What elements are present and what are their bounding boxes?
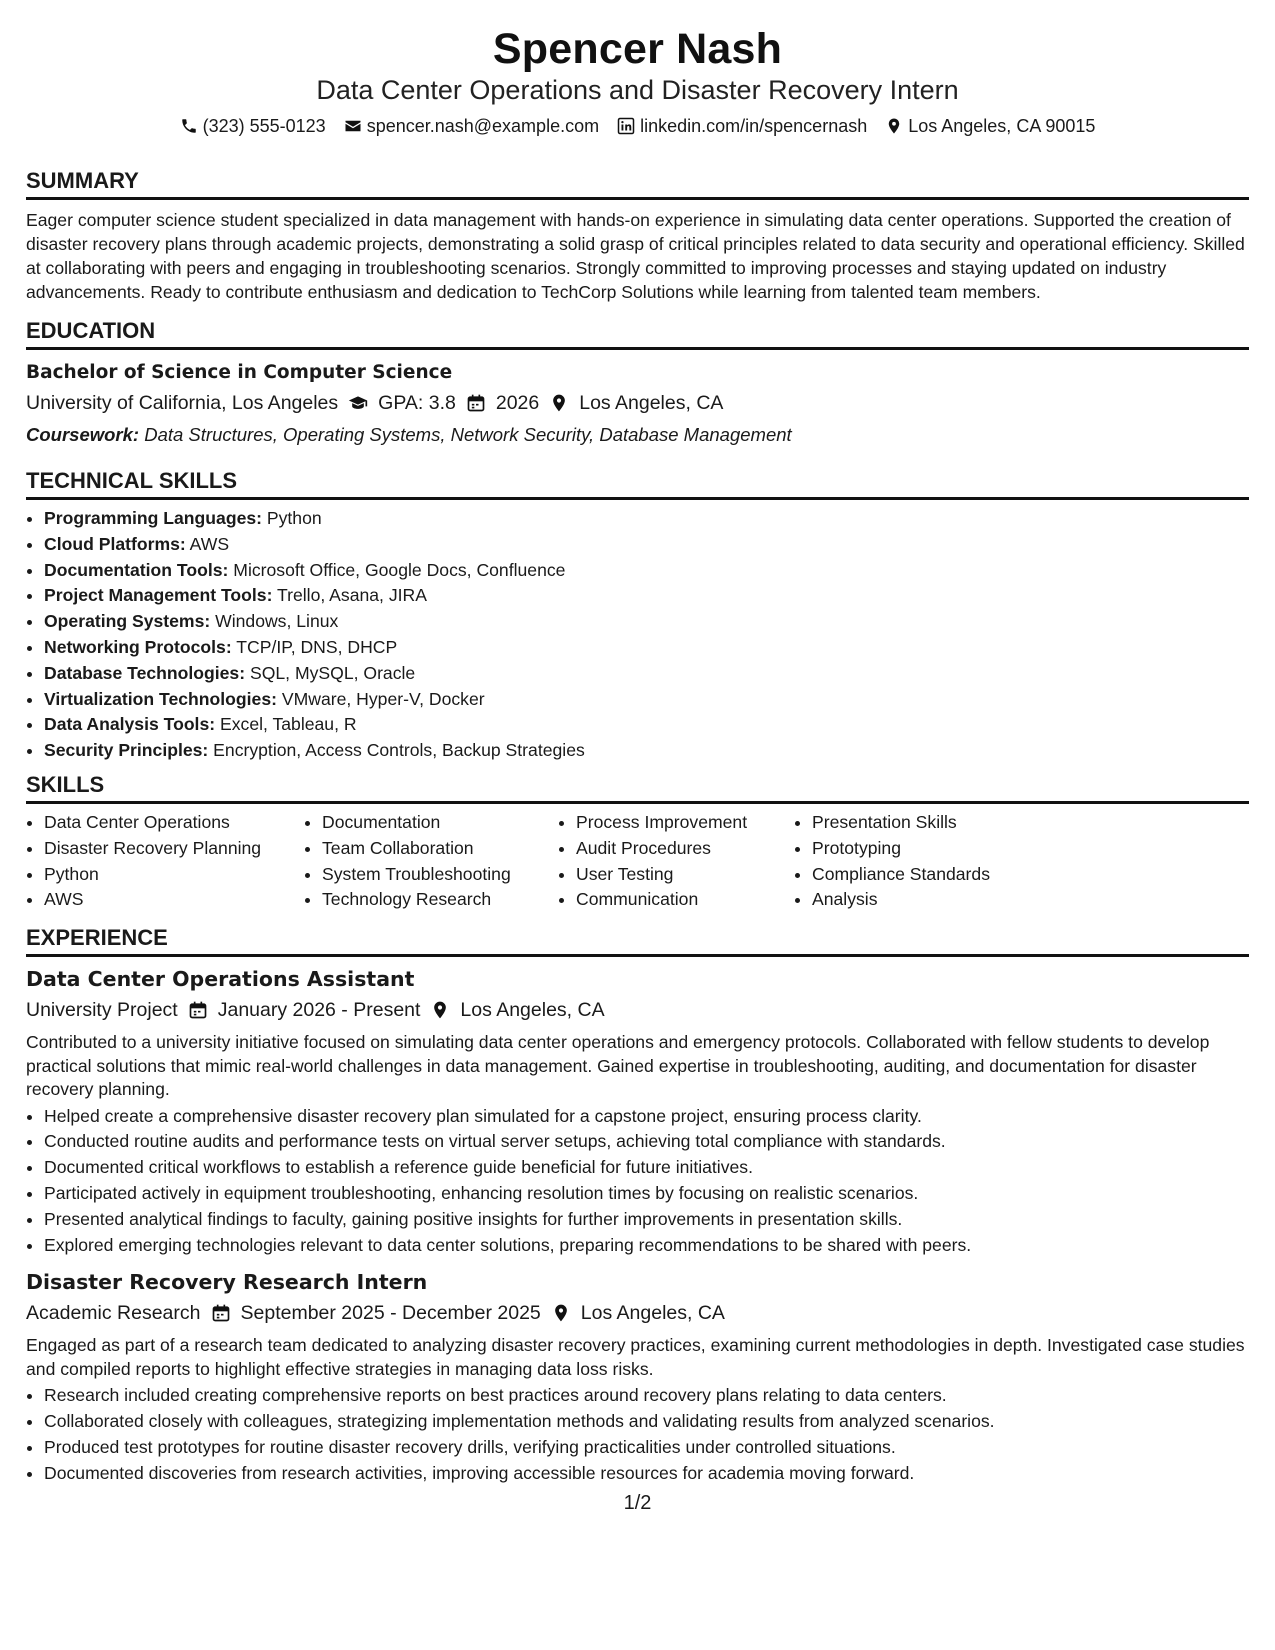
skill-item: • Communication (576, 887, 794, 913)
page-number: 1/2 (623, 1492, 652, 1514)
contact-row (26, 114, 1249, 138)
skill-item: • Python (44, 862, 304, 888)
linkedin-text[interactable]: linkedin.com/in/spencernash (640, 116, 868, 136)
job-location: Los Angeles, CA (460, 999, 605, 1022)
skill-item: • Presentation Skills (812, 810, 1052, 836)
skills-column (794, 810, 1052, 913)
job-entry (26, 965, 1249, 1258)
job-bullet: • Collaborated closely with colleagues, strategizing implementation methods and validating results from analyzed scenarios. (44, 1409, 1249, 1435)
skill-item: • Disaster Recovery Planning (44, 836, 304, 862)
job-title: Data Center Operations Assistant (26, 967, 415, 992)
skill-item: • Process Improvement (576, 810, 794, 836)
skill-item: • Team Collaboration (322, 836, 558, 862)
technical-skill-item (44, 712, 1249, 738)
skill-item: • User Testing (576, 862, 794, 888)
job-org: University Project (26, 999, 178, 1022)
job-bullet: • Explored emerging technologies relevant to data center solutions, preparing recommendations to be shared with peers. (44, 1233, 1249, 1259)
job-dates: September 2025 - December 2025 (240, 1302, 541, 1325)
job-bullets (26, 1104, 1249, 1259)
job-location: Los Angeles, CA (580, 1302, 725, 1325)
technical-skill-label: Virtualization Technologies: (44, 688, 277, 709)
edu-location-text: Los Angeles, CA (579, 392, 724, 414)
technical-skill-value: Microsoft Office, Google Docs, Confluence (233, 559, 566, 580)
graduation-cap-icon (348, 393, 368, 413)
candidate-name: Spencer Nash (492, 25, 783, 73)
contact-linkedin[interactable] (617, 114, 867, 138)
calendar-icon (466, 393, 486, 413)
map-pin-icon (549, 393, 569, 413)
year-text: 2026 (495, 392, 540, 414)
skill-item: • Analysis (812, 887, 1052, 913)
technical-skill-item (44, 532, 1249, 558)
technical-skill-label: Data Analysis Tools: (44, 714, 216, 735)
skill-item: • System Troubleshooting (322, 862, 558, 888)
technical-skill-item (44, 661, 1249, 687)
skill-item: • Documentation (322, 810, 558, 836)
skill-item: • AWS (44, 887, 304, 913)
job-dates-item (188, 995, 421, 1025)
technical-skill-label: Cloud Platforms: (44, 533, 186, 554)
technical-skill-value: Windows, Linux (215, 611, 339, 632)
job-bullet: • Produced test prototypes for routine disaster recovery drills, verifying practicalities under controlled situations. (44, 1435, 1249, 1461)
technical-skill-item (44, 738, 1249, 764)
email-text[interactable]: spencer.nash@example.com (366, 116, 600, 136)
skill-item: • Compliance Standards (812, 862, 1052, 888)
technical-skill-label: Security Principles: (44, 740, 209, 761)
job-bullet: • Participated actively in equipment troubleshooting, enhancing resolution times by focusing on realistic scenarios. (44, 1181, 1249, 1207)
technical-skill-label: Programming Languages: (44, 508, 262, 528)
job-org: Academic Research (26, 1302, 201, 1325)
job-dates: January 2026 - Present (217, 999, 421, 1022)
technical-skill-value: SQL, MySQL, Oracle (249, 662, 416, 683)
summary-text: Eager computer science student specialized in data management with hands-on experience in simulating data center operations. Supported the creation of disaster recovery plans through academic projects, demonstrating a solid grasp of critical principles related to data security and operational efficiency. Skilled at collaborating with peers and engaging in troubleshooting scenarios. Strongly committed to improving processes and staying updated on industry advancements. Ready to contribute enthusiasm and dedication to TechCorp Solutions while learning from talented team members. (26, 210, 1245, 302)
technical-skill-value: AWS (189, 533, 230, 554)
technical-skill-label: Documentation Tools: (44, 559, 229, 580)
education-heading: EDUCATION (26, 318, 1249, 350)
map-pin-icon (885, 117, 903, 135)
technical-skill-label: Operating Systems: (44, 611, 211, 632)
skill-item: • Audit Procedures (576, 836, 794, 862)
skill-item: • Prototyping (812, 836, 1052, 862)
contact-email[interactable] (344, 114, 599, 138)
skills-grid (26, 810, 1249, 913)
job-description: Contributed to a university initiative focused on simulating data center operations and emergency protocols. Collaborated with fellow students to develop practical solutions that mimic real-world challenges in data management. Gained expertise in troubleshooting, auditing, and documentation for disaster recovery planning. (26, 1032, 1210, 1100)
calendar-icon (188, 1000, 208, 1020)
skill-item: • Technology Research (322, 887, 558, 913)
location-text: Los Angeles, CA 90015 (908, 116, 1096, 136)
envelope-icon (344, 117, 362, 135)
year-item (466, 388, 539, 418)
map-pin-icon (551, 1303, 571, 1323)
skills-section (26, 772, 1249, 913)
job-bullet: • Documented discoveries from research activities, improving accessible resources for academia moving forward. (44, 1461, 1249, 1487)
candidate-title: Data Center Operations and Disaster Recovery Intern (316, 75, 959, 105)
job-title: Disaster Recovery Research Intern (26, 1270, 428, 1295)
job-meta (26, 995, 1249, 1025)
job-bullet: • Presented analytical findings to faculty, gaining positive insights for further improvements in presentation skills. (44, 1207, 1249, 1233)
job-meta (26, 1298, 1249, 1328)
summary-heading: SUMMARY (26, 168, 1249, 200)
gpa-text: GPA: 3.8 (378, 392, 456, 414)
technical-skill-value: Python (266, 508, 322, 528)
experience-heading: EXPERIENCE (26, 925, 1249, 957)
phone-text: (323) 555-0123 (202, 116, 326, 136)
experience-section (26, 925, 1249, 1486)
jobs-list (26, 965, 1249, 1486)
coursework-line (26, 420, 1249, 450)
skills-column (558, 810, 794, 913)
job-location-item (430, 995, 604, 1025)
technical-skill-value: Excel, Tableau, R (219, 714, 357, 735)
technical-skill-item (44, 583, 1249, 609)
skills-heading: SKILLS (26, 772, 1249, 804)
technical-skill-item (44, 558, 1249, 584)
technical-skill-value: Trello, Asana, JIRA (277, 585, 427, 606)
education-meta (26, 388, 1249, 418)
technical-skill-item (44, 687, 1249, 713)
technical-skills-heading: TECHNICAL SKILLS (26, 468, 1249, 500)
school-name: University of California, Los Angeles (26, 392, 339, 414)
linkedin-icon (617, 117, 635, 135)
coursework-text: Data Structures, Operating Systems, Network Security, Database Management (144, 424, 792, 445)
coursework-label: Coursework: (26, 424, 140, 445)
technical-skill-item (44, 609, 1249, 635)
skills-column (26, 810, 304, 913)
technical-skill-label: Database Technologies: (44, 662, 246, 683)
technical-skill-label: Networking Protocols: (44, 636, 232, 657)
technical-skill-item (44, 506, 1249, 532)
skill-item: • Data Center Operations (44, 810, 304, 836)
technical-skills-section (26, 468, 1249, 764)
technical-skills-list (26, 506, 1249, 764)
job-location-item (551, 1298, 725, 1328)
technical-skill-label: Project Management Tools: (44, 585, 273, 606)
summary-section (26, 168, 1249, 304)
job-dates-item (211, 1298, 541, 1328)
job-bullet: • Research included creating comprehensive reports on best practices around recovery plans relating to data centers. (44, 1383, 1249, 1409)
job-description: Engaged as part of a research team dedicated to analyzing disaster recovery practices, examining current methodologies in depth. Investigated case studies and compiled reports to highlight effective strategies in managing data loss risks. (26, 1335, 1245, 1379)
resume-header (26, 0, 1249, 138)
technical-skill-value: Encryption, Access Controls, Backup Strategies (213, 740, 585, 761)
gpa-item (348, 388, 456, 418)
job-bullet: • Documented critical workflows to establish a reference guide beneficial for future initiatives. (44, 1155, 1249, 1181)
job-entry (26, 1268, 1249, 1486)
phone-icon (180, 117, 198, 135)
job-bullet: • Helped create a comprehensive disaster recovery plan simulated for a capstone project, ensuring process clarity. (44, 1104, 1249, 1130)
contact-location (885, 114, 1095, 138)
map-pin-icon (430, 1000, 450, 1020)
education-section (26, 318, 1249, 450)
technical-skill-item (44, 635, 1249, 661)
job-bullets (26, 1383, 1249, 1486)
technical-skill-value: VMware, Hyper-V, Docker (281, 688, 485, 709)
degree-title: Bachelor of Science in Computer Science (26, 362, 453, 383)
job-bullet: • Conducted routine audits and performance tests on virtual server setups, achieving total compliance with standards. (44, 1129, 1249, 1155)
technical-skill-value: TCP/IP, DNS, DHCP (236, 636, 398, 657)
skills-column (304, 810, 558, 913)
calendar-icon (211, 1303, 231, 1323)
contact-phone (180, 114, 326, 138)
edu-location-item (549, 388, 723, 418)
